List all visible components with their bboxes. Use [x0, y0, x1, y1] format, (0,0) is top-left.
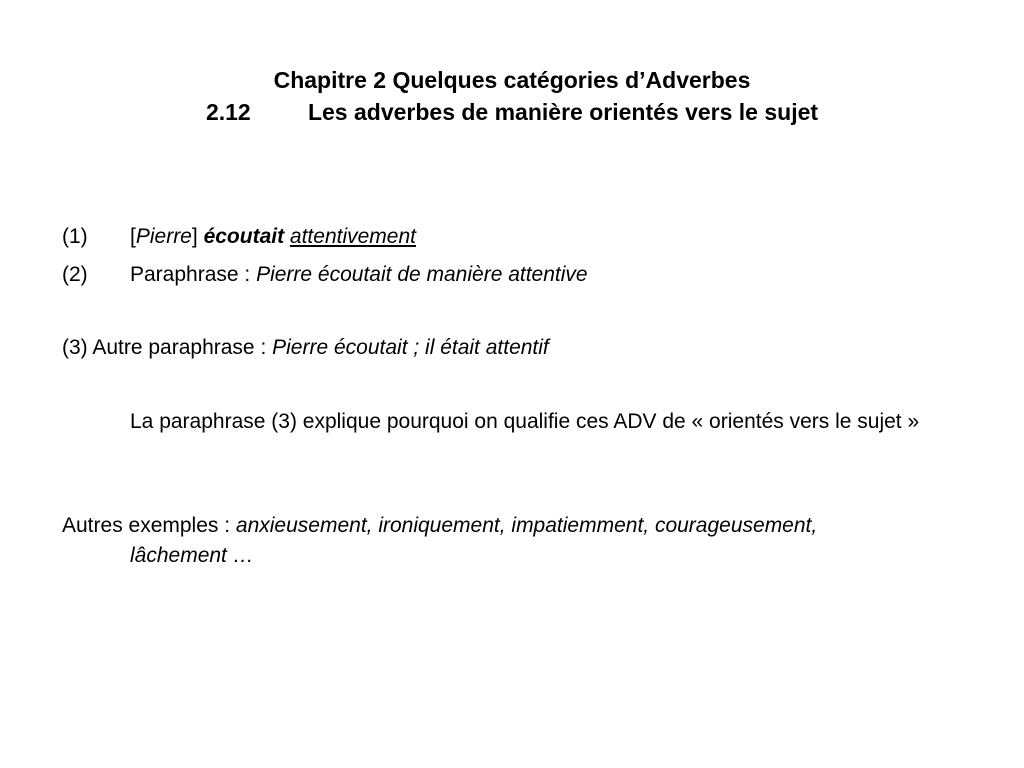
explanation-paragraph: La paraphrase (3) explique pourquoi on qualifie ces ADV de « orientés vers le sujet » — [130, 410, 920, 433]
bracket-open: [ — [130, 225, 136, 248]
paraphrase-text: Pierre écoutait de manière attentive — [256, 263, 588, 286]
slide-title — [0, 64, 1024, 128]
section-number: 2.12 — [205, 99, 251, 125]
example-2 — [62, 260, 962, 290]
section-heading — [0, 96, 1024, 128]
bracket-close: ] — [191, 225, 198, 248]
chapter-title: Chapitre 2 Quelques catégories d’Adverbes — [273, 67, 751, 93]
example-3 — [62, 333, 962, 363]
other-paraphrase-text: Pierre écoutait ; il était attentif — [272, 336, 549, 359]
example-subject: Pierre — [135, 225, 192, 248]
example-1 — [62, 222, 962, 252]
example-verb: écoutait — [203, 225, 285, 248]
other-examples-label: Autres exemples : — [62, 514, 236, 537]
example-adverb: attentivement — [289, 225, 416, 248]
section-title: Les adverbes de manière orientés vers le sujet — [307, 99, 819, 125]
other-paraphrase-label: (3) Autre paraphrase : — [62, 336, 273, 359]
paraphrase-label: Paraphrase : — [130, 263, 257, 286]
other-examples-list: anxieusement, ironiquement, impatiemment, courageusement, lâchement … — [130, 514, 818, 567]
example-number: (2) — [62, 263, 88, 286]
other-examples-paragraph — [62, 511, 890, 571]
example-number: (1) — [62, 225, 88, 248]
